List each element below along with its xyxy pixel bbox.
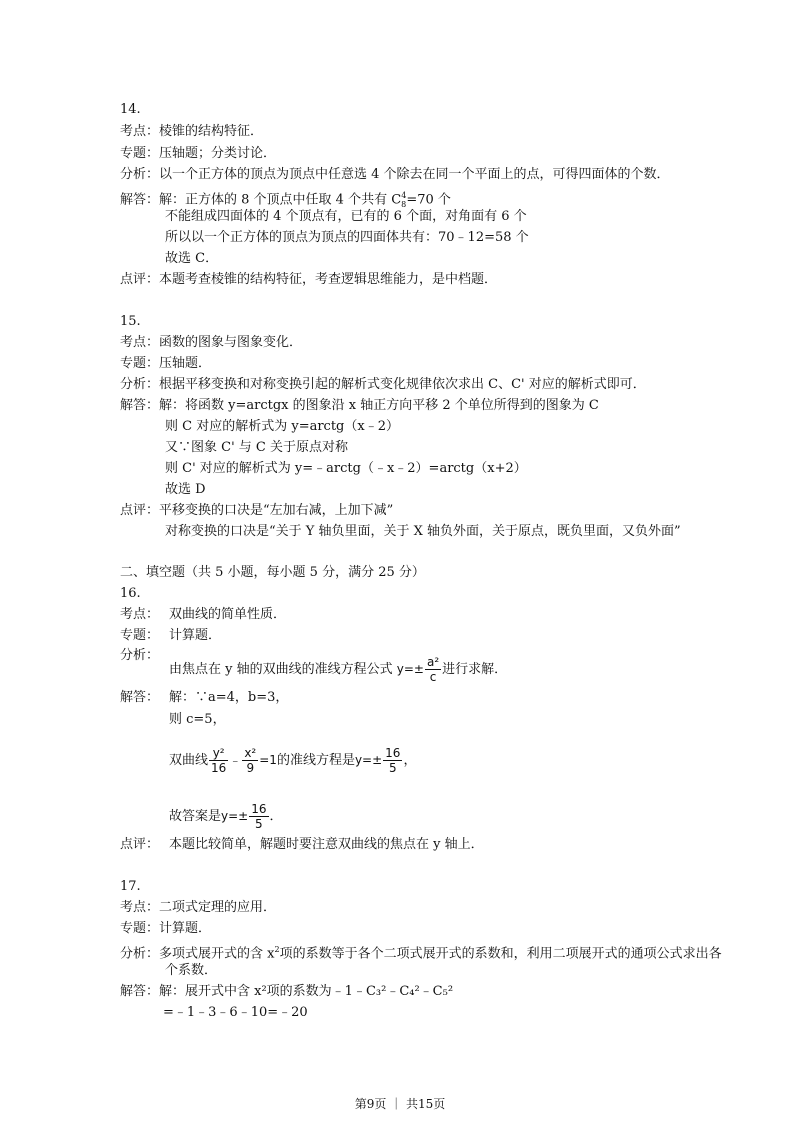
q15-zhuanti: 专题：压轴题． bbox=[120, 356, 212, 371]
q17-kaodian: 考点：二项式定理的应用． bbox=[120, 900, 277, 915]
page-footer: 第9页 ｜ 共15页 bbox=[354, 1097, 446, 1111]
power-sup: 2 bbox=[274, 945, 280, 954]
q14-jieda-line2: 不能组成四面体的 4 个顶点有，已有的 6 个面，对角面有 6 个 bbox=[165, 209, 527, 224]
formula-y: y=± bbox=[221, 809, 249, 823]
fenxi-text: 分析：多项式展开式的含 x bbox=[120, 946, 275, 962]
fenxi-text: 由焦点在 y 轴的双曲线的准线方程公式 bbox=[169, 662, 393, 677]
q15-jieda-line1: 解答：解：将函数 y=arctgx 的图象沿 x 轴正方向平移 2 个单位所得到的图象为 C bbox=[120, 398, 599, 413]
q16-fenxi-label: 分析： bbox=[120, 648, 160, 663]
comb-sub: 8 bbox=[401, 199, 407, 209]
q16-zhuanti: 计算题． bbox=[169, 628, 222, 643]
q15-jieda-line3: 又∵图象 C' 与 C 关于原点对称 bbox=[165, 440, 348, 455]
fraction-16-over-5: $\frac{16}{5}$ bbox=[385, 746, 401, 775]
q16-dianping: 本题比较简单，解题时要注意双曲线的焦点在 y 轴上． bbox=[169, 837, 484, 852]
jieda-label: 解答： bbox=[120, 192, 160, 208]
jieda-text: 的准线方程是 bbox=[276, 753, 355, 768]
q16-fenxi bbox=[169, 652, 507, 687]
q17-zhuanti: 专题：计算题． bbox=[120, 921, 212, 936]
q15-dianping-line2: 对称变换的口决是“关于 Y 轴负里面，关于 X 轴负外面，关于原点，既负里面，又负外面” bbox=[165, 524, 681, 539]
q16-dianping-label: 点评： bbox=[120, 837, 160, 852]
formula-y: y=± bbox=[354, 753, 383, 767]
q15-jieda-line4: 则 C' 对应的解析式为 y=﹣arctg（﹣x﹣2）=arctg（x+2） bbox=[165, 461, 527, 476]
fenxi-text: 项的系数等于各个二项式展开式的系数和，利用二项展开式的通项公式求出各 bbox=[279, 946, 722, 962]
jieda-text: 故答案是 bbox=[169, 809, 222, 824]
section-heading: 二、填空题（共 5 小题，每小题 5 分，满分 25 分） bbox=[120, 565, 425, 580]
equals-one: =1 bbox=[259, 753, 277, 767]
q17-fenxi-line2: 个系数． bbox=[165, 963, 218, 978]
q16-jieda-label: 解答： bbox=[120, 690, 160, 705]
fenxi-text: 进行求解． bbox=[442, 662, 508, 677]
q15-kaodian: 考点：函数的图象与图象变化． bbox=[120, 335, 303, 350]
q16-jieda-line3 bbox=[169, 742, 416, 779]
q14-zhuanti: 专题：压轴题；分类讨论． bbox=[120, 146, 277, 161]
jieda-text: 解：正方体的 8 个顶点中任取 4 个共有 C bbox=[159, 192, 402, 208]
q16-jieda-line2: 则 c=5， bbox=[169, 712, 226, 727]
q14-kaodian: 考点：棱锥的结构特征． bbox=[120, 124, 264, 139]
q15-dianping-line1: 点评：平移变换的口决是“左加右减，上加下减” bbox=[120, 503, 394, 518]
formula-y: y=± bbox=[396, 662, 424, 676]
jieda-text: 双曲线 bbox=[169, 753, 209, 768]
comma: ， bbox=[403, 753, 417, 768]
q14-fenxi: 分析：以一个正方体的顶点为顶点中任意选 4 个除去在同一个平面上的点，可得四面体的个数． bbox=[120, 167, 670, 182]
q14-dianping: 点评：本题考查棱锥的结构特征，考查逻辑思维能力，是中档题． bbox=[120, 272, 498, 287]
q14-jieda-line3: 所以以一个正方体的顶点为顶点的四面体共有：70﹣12=58 个 bbox=[165, 230, 529, 245]
q16-jieda-line4 bbox=[169, 798, 283, 835]
q16-kaodian: 双曲线的简单性质． bbox=[169, 607, 287, 622]
q15-jieda-line2: 则 C 对应的解析式为 y=arctg（x﹣2） bbox=[165, 419, 399, 434]
comb-sup: 4 bbox=[401, 191, 407, 200]
q16-kaodian-label: 考点： bbox=[120, 607, 160, 622]
q16-number: 16. bbox=[120, 586, 141, 601]
q16-jieda-line1: 解：∵a=4，b=3， bbox=[169, 690, 289, 705]
q14-number: 14. bbox=[120, 102, 141, 117]
q14-jieda-line4: 故选 C． bbox=[165, 251, 219, 266]
q17-number: 17. bbox=[120, 879, 141, 894]
q17-jieda-line1: 解答：解：展开式中含 x²项的系数为﹣1﹣C₃²﹣C₄²﹣C₅² bbox=[120, 984, 454, 999]
q16-zhuanti-label: 专题： bbox=[120, 628, 160, 643]
q17-fenxi-line1 bbox=[120, 942, 722, 962]
q15-number: 15. bbox=[120, 314, 141, 329]
q17-jieda-line2: =﹣1﹣3﹣6﹣10=﹣20 bbox=[163, 1005, 308, 1020]
minus-sign: ﹣ bbox=[229, 753, 242, 767]
fraction-y2-over-16: $\frac{\text{y²}}{16}$ bbox=[211, 746, 227, 775]
period: ． bbox=[269, 809, 283, 824]
q15-fenxi: 分析：根据平移变换和对称变换引起的解析式变化规律依次求出 C、C' 对应的解析式即可． bbox=[120, 377, 646, 392]
fraction-x2-over-9: $\frac{\text{x²}}{9}$ bbox=[244, 746, 257, 775]
jieda-text: =70 个 bbox=[406, 192, 451, 208]
q15-jieda-line5: 故选 D bbox=[165, 482, 206, 497]
fraction-a2-over-c: $\frac{\text{a²}}{c}$ bbox=[426, 655, 440, 684]
fraction-16-over-5: $\frac{16}{5}$ bbox=[251, 802, 267, 831]
